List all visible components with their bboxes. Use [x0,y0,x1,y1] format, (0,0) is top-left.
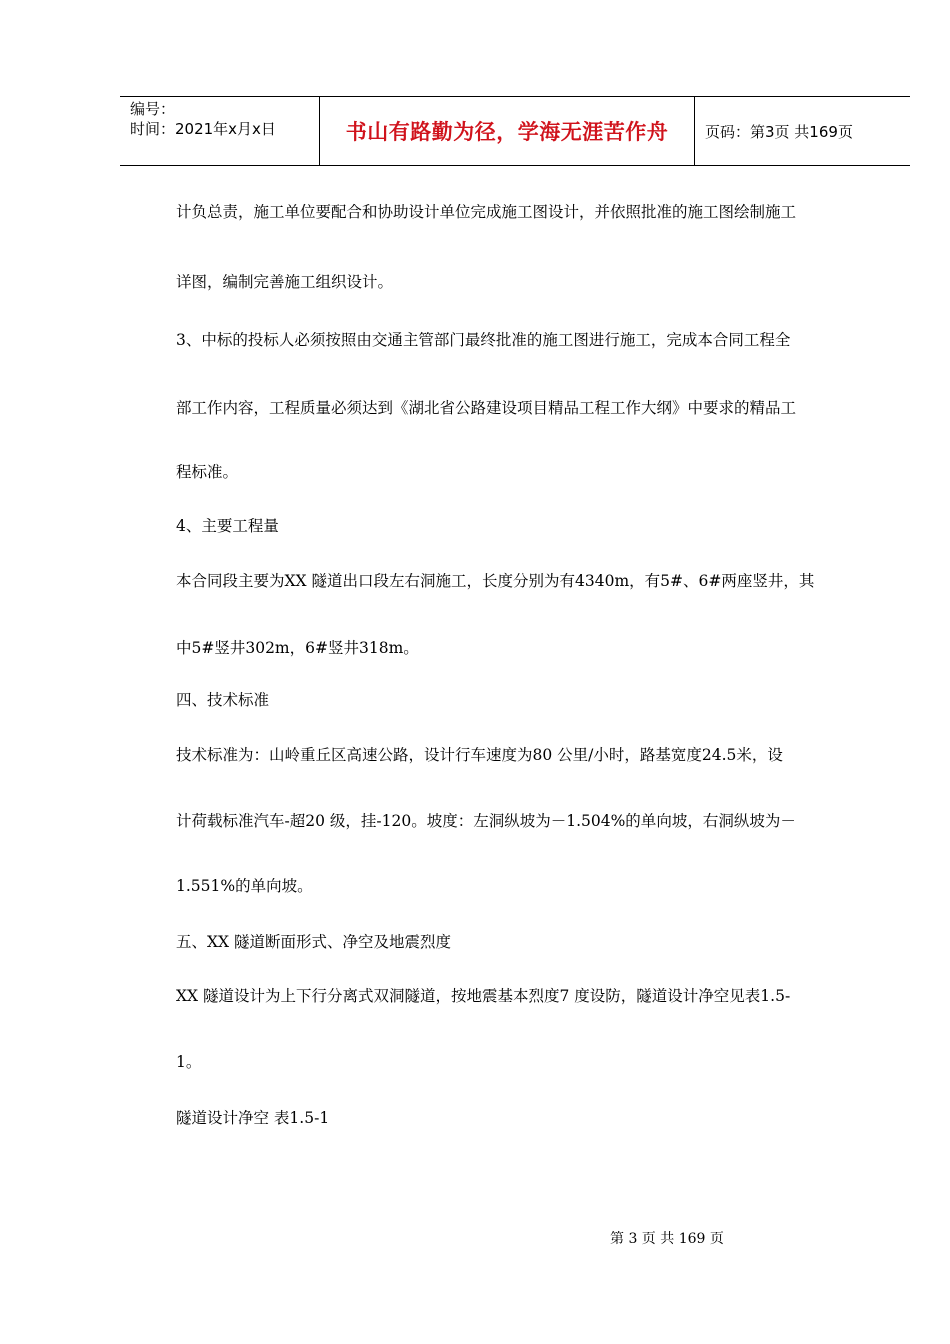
header-meta [120,97,320,165]
header-page-info: 页码：第3页 共169页 [705,122,853,141]
section-heading: 五、XX 隧道断面形式、净空及地震烈度 [176,933,451,951]
table-caption: 隧道设计净空 表1.5-1 [176,1109,330,1127]
body-line: 详图，编制完善施工组织设计。 [176,273,394,291]
body-line: 部工作内容，工程质量必须达到《湖北省公路建设项目精品工程工作大纲》中要求的精品工 [176,399,797,417]
body-line: 计荷载标准汽车-超20 级，挂-120。坡度：左洞纵坡为－1.504%的单向坡，右洞纵坡为－ [176,812,796,830]
body-line: 1.551%的单向坡。 [176,877,313,895]
body-line: 技术标准为：山岭重丘区高速公路，设计行车速度为80 公里/小时，路基宽度24.5米，设 [176,746,783,764]
body-line: 计负总责，施工单位要配合和协助设计单位完成施工图设计，并依照批准的施工图绘制施工 [176,203,797,221]
body-line: 本合同段主要为XX 隧道出口段左右洞施工，长度分别为有4340m，有5#、6#两座竖井，其 [176,572,815,590]
header-motto: 书山有路勤为径，学海无涯苦作舟 [320,97,695,165]
time-label: 时间：2021年x月x日 [130,120,276,138]
page-header [120,96,910,166]
body-line: 3、中标的投标人必须按照由交通主管部门最终批准的施工图进行施工，完成本合同工程全 [176,331,791,349]
body-line: XX 隧道设计为上下行分离式双洞隧道，按地震基本烈度7 度设防，隧道设计净空见表1.5- [176,987,791,1005]
body-line: 程标准。 [176,463,239,481]
section-heading: 四、技术标准 [176,691,270,709]
number-label: 编号： [130,100,176,118]
body-line: 中5#竖井302m，6#竖井318m。 [176,639,419,657]
page-footer: 第 3 页 共 169 页 [610,1231,724,1247]
body-line: 1。 [176,1053,202,1071]
section-heading: 4、主要工程量 [176,517,279,535]
